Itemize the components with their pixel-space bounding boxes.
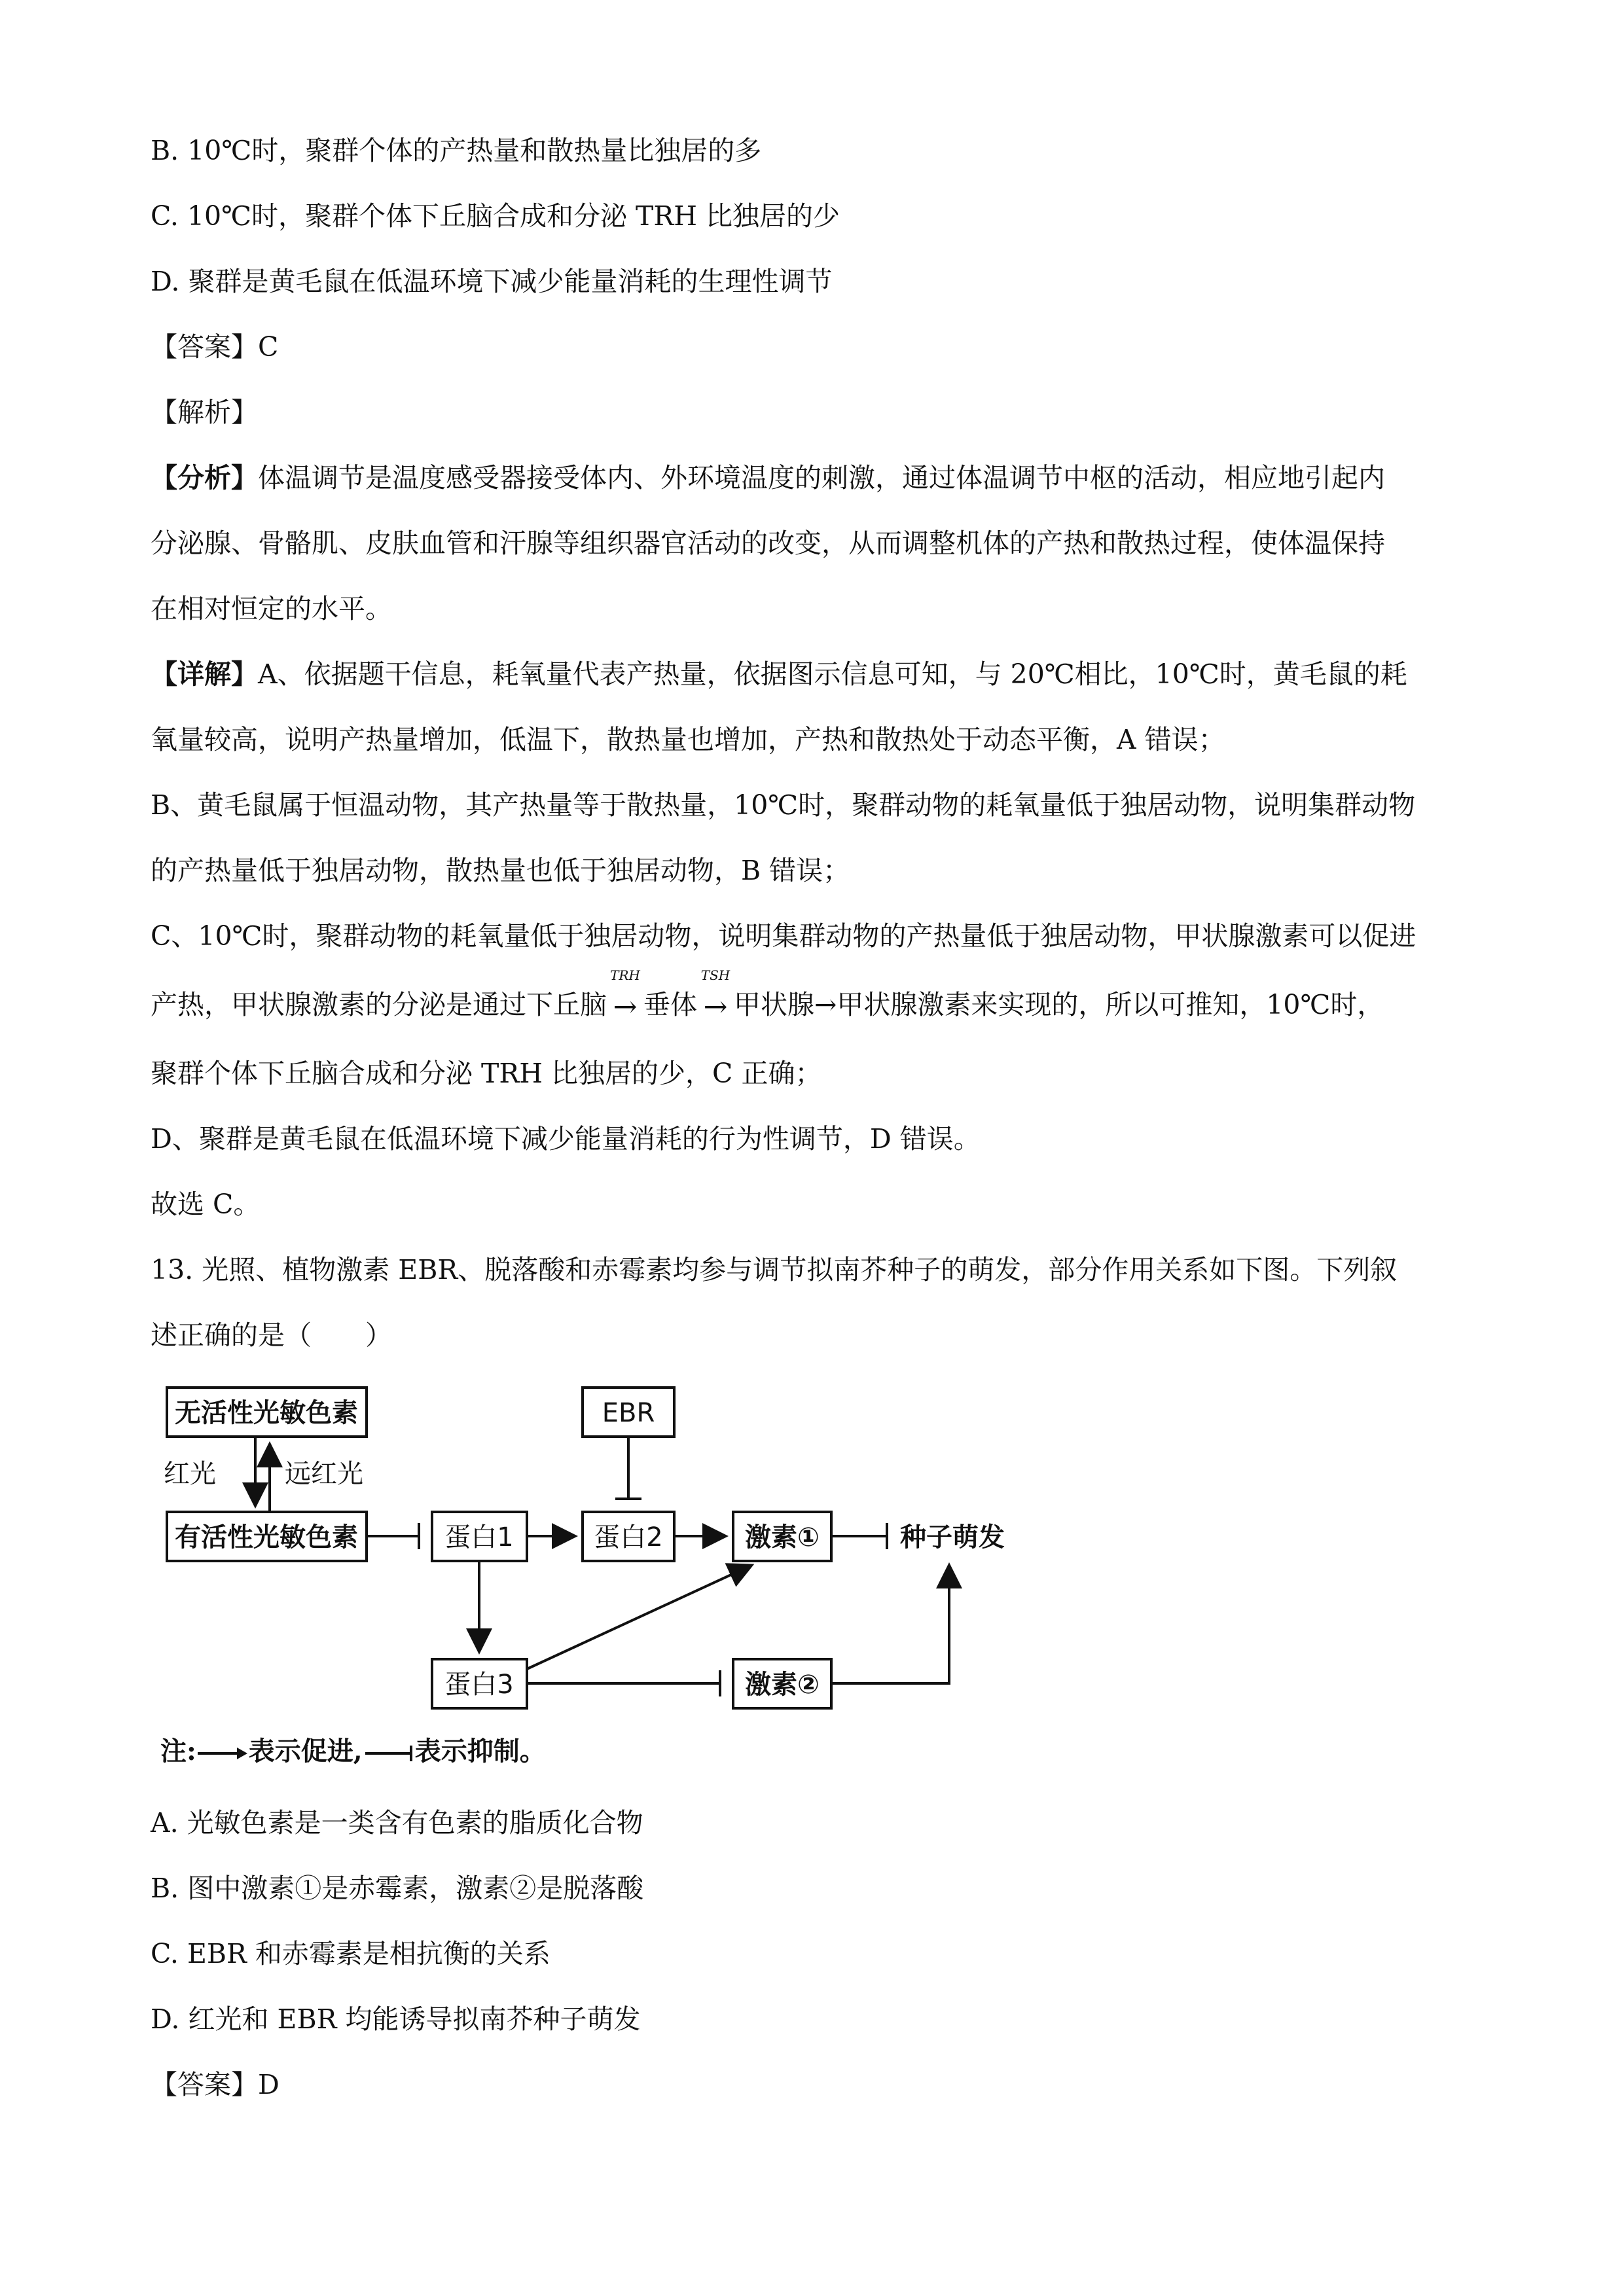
xiangjie-line-5: C、10℃时，聚群动物的耗氧量低于独居动物，说明集群动物的产热量低于独居动物，甲状腺激素可以促进 [151,920,1416,952]
q13-option-a: A. 光敏色素是一类含有色素的脂质化合物 [151,1807,643,1839]
legend-inhibit-symbol [363,1744,415,1763]
tsh-label: TSH [700,967,731,983]
xiangjie-line-6 [151,967,1492,1027]
xiangjie-text-6c: 甲状腺→甲状腺激素来实现的，所以可推知，10℃时， [734,989,1384,1020]
trh-arrow: TRH → [607,988,643,1027]
far-red-light-label: 远红光 [285,1459,363,1489]
ebr-label: EBR [602,1398,655,1428]
xiangjie-line-8: D、聚群是黄毛鼠在低温环境下减少能量消耗的行为性调节，D 错误。 [151,1123,981,1155]
seed-germination-label: 种子萌发 [900,1522,1005,1552]
legend-promote-text: 表示促进, [248,1736,363,1767]
fenxi-line-1 [151,458,1492,497]
fenxi-line-3: 在相对恒定的水平。 [151,593,392,624]
legend-promote-arrow [196,1744,249,1763]
protein2-label: 蛋白2 [594,1522,663,1552]
option-d: D. 聚群是黄毛鼠在低温环境下减少能量消耗的生理性调节 [151,266,833,297]
legend-prefix: 注: [160,1736,196,1767]
xiangjie-tag: 【详解】 [151,658,258,690]
legend-inhibit-text: 表示抑制。 [414,1736,546,1767]
xiangjie-line-4: 的产热量低于独居动物，散热量也低于独居动物，B 错误； [151,855,850,886]
active-phytochrome-label: 有活性光敏色素 [175,1522,358,1552]
xiangjie-line-2: 氧量较高，说明产热量增加，低温下，散热量也增加，产热和散热处于动态平衡，A 错误； [151,724,1225,755]
fenxi-tag: 【分析】 [151,462,258,493]
answer-12: 【答案】C [151,331,279,363]
xiangjie-line-7: 聚群个体下丘脑合成和分泌 TRH 比独居的少，C 正确； [151,1058,822,1089]
red-light-label: 红光 [164,1459,216,1489]
hormone2-label: 激素② [745,1670,820,1700]
q13-option-c: C. EBR 和赤霉素是相抗衡的关系 [151,1938,550,1969]
xiangjie-line-1 [151,655,1492,694]
fenxi-text-1: 体温调节是温度感受器接受体内、外环境温度的刺激，通过体温调节中枢的活动，相应地引起内 [258,462,1385,493]
option-c: C. 10℃时，聚群个体下丘脑合成和分泌 TRH 比独居的少 [151,200,840,232]
question-13-line-1: 13. 光照、植物激素 EBR、脱落酸和赤霉素均参与调节拟南芥种子的萌发，部分作用关系如下图。下列叙 [151,1254,1398,1285]
trh-label: TRH [610,967,640,983]
xiangjie-text-6a: 产热，甲状腺激素的分泌是通过下丘脑 [151,989,607,1020]
protein1-label: 蛋白1 [444,1522,514,1552]
choose-c: 故选 C。 [151,1189,261,1220]
diagram-legend [160,1733,546,1770]
protein3-promote-hormone1-arrow [527,1566,749,1669]
hormone2-promote-germination-arrow [831,1568,949,1683]
xiangjie-line-3: B、黄毛鼠属于恒温动物，其产热量等于散热量，10℃时，聚群动物的耗氧量低于独居动物，说明集群动物 [151,789,1416,821]
tsh-arrow: TSH → [697,988,734,1027]
analysis-heading: 【解析】 [151,397,258,428]
answer-13: 【答案】D [151,2069,280,2100]
q13-option-b: B. 图中激素①是赤霉素，激素②是脱落酸 [151,1873,644,1904]
hormone1-label: 激素① [745,1522,820,1552]
option-b: B. 10℃时，聚群个体的产热量和散热量比独居的多 [151,135,762,166]
fenxi-line-2: 分泌腺、骨骼肌、皮肤血管和汗腺等组织器官活动的改变，从而调整机体的产热和散热过程，使体温保持 [151,528,1385,559]
xiangjie-text-1: A、依据题干信息，耗氧量代表产热量，依据图示信息可知，与 20℃相比，10℃时，黄毛鼠的耗 [258,658,1407,690]
xiangjie-text-6b: 垂体 [643,989,697,1020]
question-13-line-2: 述正确的是（ ） [151,1319,392,1351]
protein3-label: 蛋白3 [444,1670,514,1700]
inactive-phytochrome-label: 无活性光敏色素 [175,1398,358,1428]
q13-option-d: D. 红光和 EBR 均能诱导拟南芥种子萌发 [151,2003,641,2035]
regulation-diagram [151,1358,1067,1764]
